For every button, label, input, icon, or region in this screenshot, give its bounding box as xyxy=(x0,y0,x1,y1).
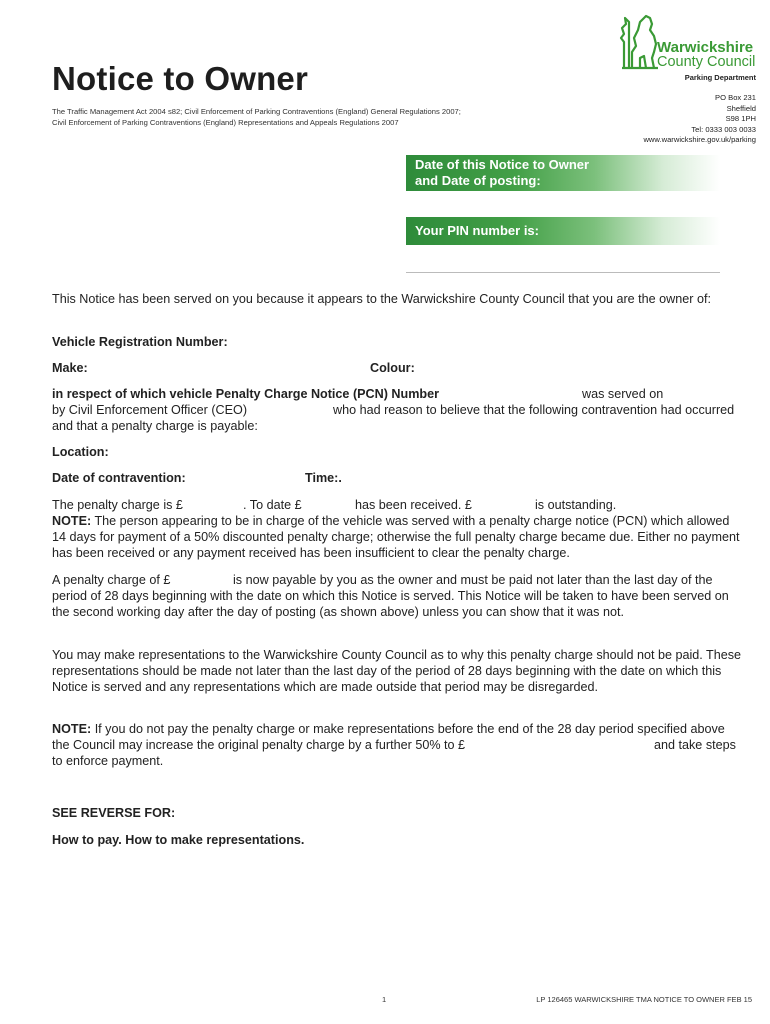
ceo-text: by Civil Enforcement Officer (CEO) xyxy=(52,403,248,417)
see-reverse-heading: SEE REVERSE FOR: xyxy=(52,806,176,820)
bear-and-ragged-staff-logo-icon xyxy=(618,12,660,70)
colour-label: Colour: xyxy=(370,361,415,375)
charge-text-4: is outstanding. xyxy=(535,498,617,512)
served-on-text: was served on xyxy=(582,387,664,401)
how-to-text: How to pay. How to make representations. xyxy=(52,833,305,847)
representations-paragraph: You may make representations to the Warwickshire County Council as to why this penalty charge should not be paid. These representations should be made not later than the last day of the period of 28 days beginning with the date on which this Notice is served and any representations which are made outside that period may be disregarded. xyxy=(52,648,742,694)
page-title: Notice to Owner xyxy=(52,60,309,97)
make-label: Make: xyxy=(52,361,88,375)
notice-date-banner: Date of this Notice to Owner and Date of posting: xyxy=(406,155,720,191)
note-paragraph-2-tail-b: to enforce payment. xyxy=(52,754,164,768)
legislation-text: The Traffic Management Act 2004 s82; Civil Enforcement of Parking Contraventions (England) General Regulations 2007; Civil Enforcement of Parking Contraventions (England) Representations and Appeals Regulations 2007 xyxy=(52,107,461,127)
ceo-reason-text: who had reason to believe that the following contravention had occurred and that a penalty charge is payable: xyxy=(52,403,735,433)
page-number: 1 xyxy=(382,995,387,1004)
charge-text-2: . To date £ xyxy=(243,498,302,512)
divider xyxy=(406,272,720,273)
contravention-date-label: Date of contravention: xyxy=(52,471,186,485)
vrn-label: Vehicle Registration Number: xyxy=(52,335,228,349)
payable-text-2: is now payable by you as the owner and must be paid not later than the last day of the period of 28 days beginning with the date on which this Notice is served. This Notice will be taken to have been served on the second working day after the day of posting (as shown above) unless you can show that it was not. xyxy=(52,573,729,619)
logo-wordmark-line1: Warwickshire xyxy=(657,39,754,56)
department-name: Parking Department xyxy=(684,73,756,82)
note-paragraph-2: NOTE: If you do not pay the penalty charge or make representations before the end of the 28 day period specified above the Council may increase the original penalty charge by a further 50% to £ xyxy=(52,722,725,752)
form-reference: LP 126465 WARWICKSHIRE TMA NOTICE TO OWNER FEB 15 xyxy=(536,995,752,1004)
note-paragraph-2-tail-a: and take steps xyxy=(654,738,736,752)
time-label: Time:. xyxy=(305,471,342,485)
intro-paragraph: This Notice has been served on you because it appears to the Warwickshire County Council that you are the owner of: xyxy=(52,292,711,306)
pcn-label: in respect of which vehicle Penalty Charge Notice (PCN) Number xyxy=(52,387,439,401)
payable-text-1: A penalty charge of £ xyxy=(52,573,171,587)
charge-text-1: The penalty charge is £ xyxy=(52,498,183,512)
logo-wordmark-line2: County Council xyxy=(657,54,756,70)
charge-text-3: has been received. £ xyxy=(355,498,472,512)
contact-address: PO Box 231 Sheffield S98 1PH Tel: 0333 003 0033 www.warwickshire.gov.uk/parking xyxy=(643,93,756,144)
location-label: Location: xyxy=(52,445,109,459)
note-paragraph-1: NOTE: The person appearing to be in charge of the vehicle was served with a penalty charge notice (PCN) which allowed 14 days for payment of a 50% discounted penalty charge; otherwise the full penalty charge became due. Either no payment has been received or any payment received has been insufficient to clear the penalty charge. xyxy=(52,514,740,560)
pin-banner: Your PIN number is: xyxy=(406,217,720,245)
